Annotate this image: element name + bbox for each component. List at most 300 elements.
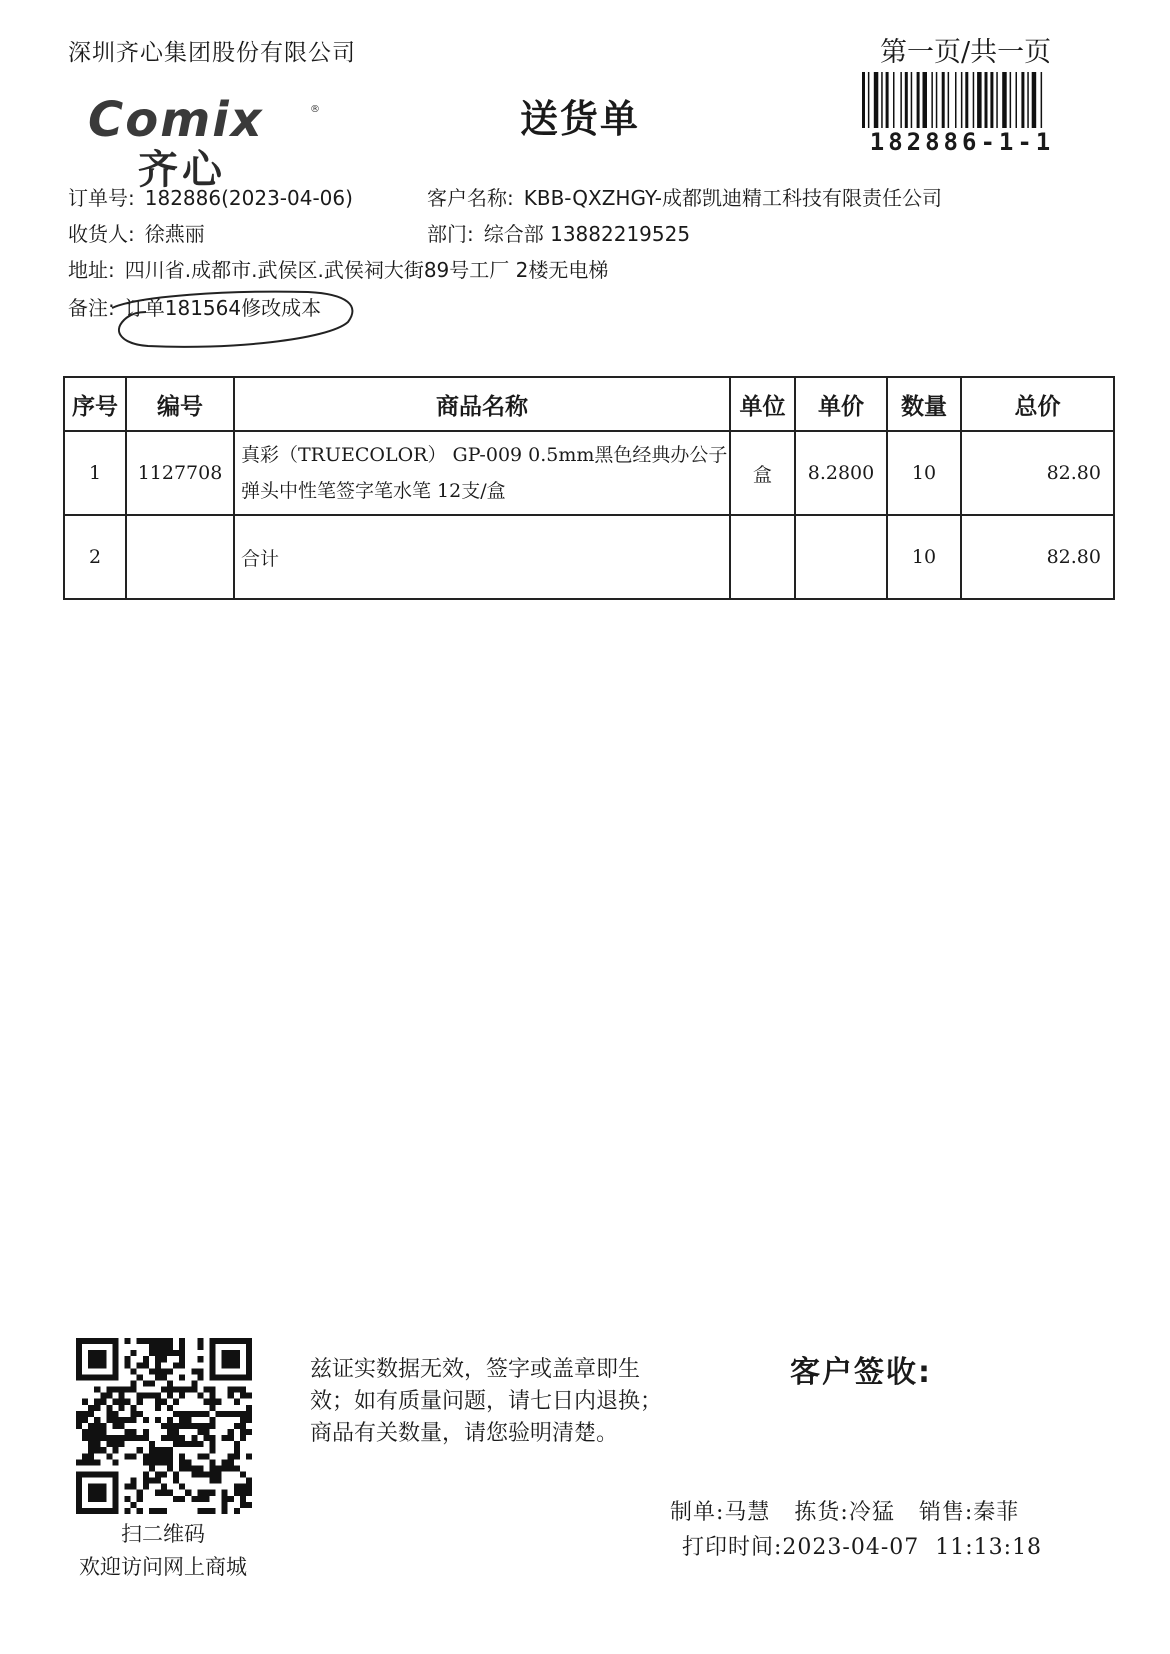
customer-value: KBB-QXZHGY-成都凯迪精工科技有限责任公司 (523, 186, 943, 210)
qr-module (246, 1338, 252, 1344)
qr-module (203, 1411, 209, 1417)
qr-module (179, 1362, 185, 1368)
qr-module (155, 1368, 161, 1374)
qr-module (112, 1387, 118, 1393)
qr-module (234, 1423, 240, 1429)
qr-module (173, 1411, 179, 1417)
qr-module (112, 1423, 118, 1429)
qr-module (131, 1502, 137, 1508)
barcode-bar (961, 72, 963, 128)
qr-module (167, 1435, 173, 1441)
qr-module (155, 1350, 161, 1356)
qr-module (246, 1502, 252, 1508)
qr-module (131, 1453, 137, 1459)
qr-module (82, 1459, 88, 1465)
qr-module (234, 1508, 240, 1514)
qr-module (125, 1496, 131, 1502)
qr-module (106, 1393, 112, 1399)
qr-module (179, 1393, 185, 1399)
qr-module (88, 1411, 94, 1417)
qr-module (210, 1417, 216, 1423)
qr-module (125, 1429, 131, 1435)
qr-module (118, 1399, 124, 1405)
qr-module (246, 1350, 252, 1356)
qr-module (161, 1508, 167, 1514)
barcode-bar (862, 72, 865, 128)
barcode-bar (977, 72, 982, 128)
qr-module (203, 1399, 209, 1405)
qr-module (149, 1508, 155, 1514)
qr-module (173, 1478, 179, 1484)
qr-module (155, 1405, 161, 1411)
barcode-bar (948, 72, 950, 128)
qr-module (143, 1380, 149, 1386)
qr-module (82, 1417, 88, 1423)
qr-module (210, 1447, 216, 1453)
qr-module (234, 1484, 240, 1490)
qr-module (246, 1411, 252, 1417)
qr-module (137, 1447, 143, 1453)
qr-module (106, 1441, 112, 1447)
sales-value: 秦菲 (973, 1500, 1020, 1525)
qr-module (82, 1338, 88, 1344)
barcode-bar (942, 72, 945, 128)
cell-quantity: 10 (887, 431, 961, 515)
qr-module (88, 1362, 94, 1368)
handwritten-circle-mark (108, 288, 358, 352)
qr-module (167, 1338, 173, 1344)
qr-module (210, 1387, 216, 1393)
barcode-bar (893, 72, 895, 128)
qr-module (149, 1368, 155, 1374)
address-row (68, 254, 608, 283)
qr-module (112, 1508, 118, 1514)
qr-module (240, 1387, 246, 1393)
qr-module (76, 1508, 82, 1514)
qr-module (100, 1484, 106, 1490)
qr-module (76, 1411, 82, 1417)
header-quantity: 数量 (887, 377, 961, 431)
qr-module (234, 1356, 240, 1362)
qr-module (210, 1441, 216, 1447)
qr-module (125, 1435, 131, 1441)
qr-module (88, 1447, 94, 1453)
remark-label: 备注: (68, 296, 115, 320)
receiver-label: 收货人: (68, 222, 135, 246)
qr-module (100, 1447, 106, 1453)
qr-module (143, 1453, 149, 1459)
qr-module (197, 1423, 203, 1429)
qr-module (137, 1490, 143, 1496)
qr-module (143, 1356, 149, 1362)
company-name: 深圳齐心集团股份有限公司 (68, 40, 356, 66)
qr-module (191, 1411, 197, 1417)
qr-module (155, 1490, 161, 1496)
qr-module (149, 1447, 155, 1453)
qr-module (106, 1417, 112, 1423)
qr-module (185, 1417, 191, 1423)
qr-module (88, 1496, 94, 1502)
qr-module (179, 1338, 185, 1344)
qr-module (125, 1338, 131, 1344)
qr-module (179, 1435, 185, 1441)
qr-module (167, 1350, 173, 1356)
qr-module (210, 1508, 216, 1514)
qr-module (203, 1453, 209, 1459)
qr-module (143, 1478, 149, 1484)
qr-module (155, 1393, 161, 1399)
qr-module (155, 1508, 161, 1514)
qr-module (106, 1405, 112, 1411)
qr-module (167, 1465, 173, 1471)
qr-module (161, 1374, 167, 1380)
order-number-row (68, 182, 353, 211)
sales-label: 销售: (918, 1500, 974, 1525)
qr-module (185, 1459, 191, 1465)
qr-module (131, 1350, 137, 1356)
receiver-row (68, 218, 205, 247)
qr-module (100, 1496, 106, 1502)
qr-module (82, 1472, 88, 1478)
order-number-value: 182886(2023-04-06) (144, 186, 353, 210)
qr-module (94, 1472, 100, 1478)
qr-module (131, 1484, 137, 1490)
maker-label: 制单: (670, 1500, 725, 1525)
qr-label-welcome: 欢迎访问网上商城 (79, 1555, 247, 1579)
qr-module (106, 1508, 112, 1514)
qr-module (118, 1435, 124, 1441)
qr-module (143, 1472, 149, 1478)
qr-module (106, 1374, 112, 1380)
qr-module (216, 1411, 222, 1417)
qr-module (234, 1453, 240, 1459)
qr-module (112, 1338, 118, 1344)
qr-module (106, 1453, 112, 1459)
qr-module (94, 1374, 100, 1380)
qr-module (210, 1472, 216, 1478)
qr-module (149, 1453, 155, 1459)
qr-module (234, 1441, 240, 1447)
qr-module (88, 1453, 94, 1459)
qr-module (76, 1417, 82, 1423)
qr-module (155, 1472, 161, 1478)
qr-module (173, 1496, 179, 1502)
barcode-bar (1002, 72, 1007, 128)
qr-module (149, 1478, 155, 1484)
qr-module (94, 1484, 100, 1490)
qr-module (240, 1435, 246, 1441)
qr-module (203, 1496, 209, 1502)
qr-module (246, 1478, 252, 1484)
qr-module (131, 1429, 137, 1435)
qr-module (234, 1411, 240, 1417)
qr-module (100, 1508, 106, 1514)
qr-module (240, 1338, 246, 1344)
qr-module (88, 1472, 94, 1478)
barcode-image (862, 72, 1062, 128)
qr-module (94, 1441, 100, 1447)
qr-module (191, 1368, 197, 1374)
qr-module (94, 1496, 100, 1502)
qr-module (191, 1380, 197, 1386)
qr-module (197, 1465, 203, 1471)
qr-module (125, 1387, 131, 1393)
barcode-bar (996, 72, 998, 128)
qr-module (197, 1344, 203, 1350)
qr-module (88, 1435, 94, 1441)
qr-module (185, 1423, 191, 1429)
qr-module (137, 1374, 143, 1380)
qr-module (112, 1478, 118, 1484)
department-row (427, 218, 690, 247)
qr-module (179, 1350, 185, 1356)
barcode-bar (900, 72, 902, 128)
qr-module (161, 1338, 167, 1344)
qr-module (112, 1411, 118, 1417)
qr-module (88, 1459, 94, 1465)
qr-module (240, 1393, 246, 1399)
logo-text-cn: 齐心 (138, 147, 226, 193)
qr-module (197, 1496, 203, 1502)
cell-code: 1127708 (126, 431, 234, 515)
qr-module (112, 1350, 118, 1356)
qr-module (228, 1393, 234, 1399)
qr-module (246, 1405, 252, 1411)
qr-module (143, 1429, 149, 1435)
qr-module (210, 1405, 216, 1411)
qr-module (167, 1380, 173, 1386)
qr-module (203, 1423, 209, 1429)
qr-module (100, 1362, 106, 1368)
qr-module (210, 1435, 216, 1441)
qr-module (155, 1478, 161, 1484)
qr-module (161, 1356, 167, 1362)
qr-module (179, 1441, 185, 1447)
qr-module (191, 1472, 197, 1478)
customer-row (427, 182, 942, 211)
qr-module (112, 1472, 118, 1478)
qr-module (216, 1338, 222, 1344)
qr-module (228, 1453, 234, 1459)
qr-module (76, 1472, 82, 1478)
qr-module (112, 1344, 118, 1350)
qr-module (143, 1435, 149, 1441)
qr-module (131, 1380, 137, 1386)
qr-module (222, 1350, 228, 1356)
qr-module (246, 1344, 252, 1350)
qr-module (161, 1368, 167, 1374)
barcode-bar (868, 72, 870, 128)
qr-module (234, 1338, 240, 1344)
qr-module (100, 1338, 106, 1344)
qr-module (149, 1350, 155, 1356)
qr-module (82, 1374, 88, 1380)
qr-module (210, 1338, 216, 1344)
qr-module (143, 1393, 149, 1399)
qr-module (82, 1435, 88, 1441)
barcode-number: 182886-1-1 (869, 128, 1055, 156)
qr-module (100, 1429, 106, 1435)
qr-module (167, 1368, 173, 1374)
qr-module (234, 1399, 240, 1405)
cell-unit: 盒 (730, 431, 795, 515)
qr-module (100, 1374, 106, 1380)
qr-module (216, 1399, 222, 1405)
barcode-bar (881, 72, 883, 128)
qr-module (161, 1490, 167, 1496)
qr-module (94, 1399, 100, 1405)
qr-module (143, 1362, 149, 1368)
department-label: 部门: (427, 222, 474, 246)
qr-module (210, 1344, 216, 1350)
qr-module (197, 1490, 203, 1496)
qr-module (76, 1502, 82, 1508)
qr-module (155, 1362, 161, 1368)
qr-module (137, 1508, 143, 1514)
qr-module (76, 1484, 82, 1490)
qr-module (100, 1350, 106, 1356)
qr-module (94, 1447, 100, 1453)
qr-module (88, 1423, 94, 1429)
qr-module (131, 1417, 137, 1423)
qr-module (125, 1417, 131, 1423)
qr-module (222, 1435, 228, 1441)
qr-module (210, 1362, 216, 1368)
qr-module (76, 1338, 82, 1344)
barcode-bar (874, 72, 879, 128)
qr-module (88, 1350, 94, 1356)
qr-module (76, 1362, 82, 1368)
qr-module (191, 1387, 197, 1393)
qr-module (118, 1423, 124, 1429)
qr-module (185, 1490, 191, 1496)
qr-module (106, 1338, 112, 1344)
qr-module (100, 1472, 106, 1478)
table-row (64, 431, 1114, 515)
cell-unit-price (795, 515, 887, 599)
qr-module (216, 1472, 222, 1478)
qr-module (191, 1423, 197, 1429)
qr-module (173, 1387, 179, 1393)
qr-module (246, 1417, 252, 1423)
cell-unit (730, 515, 795, 599)
qr-module (222, 1465, 228, 1471)
qr-module (94, 1435, 100, 1441)
qr-module (210, 1350, 216, 1356)
qr-module (137, 1411, 143, 1417)
qr-module (131, 1478, 137, 1484)
maker-value: 马慧 (724, 1500, 771, 1525)
qr-module (88, 1490, 94, 1496)
qr-module (137, 1362, 143, 1368)
qr-module (94, 1423, 100, 1429)
qr-module (125, 1362, 131, 1368)
cell-subtotal-label: 合计 (234, 515, 730, 599)
qr-module (234, 1465, 240, 1471)
qr-module (173, 1441, 179, 1447)
qr-module (131, 1387, 137, 1393)
qr-module (106, 1411, 112, 1417)
qr-module (161, 1399, 167, 1405)
barcode-bar (1041, 72, 1043, 128)
qr-module (197, 1356, 203, 1362)
qr-module (112, 1502, 118, 1508)
qr-module (125, 1399, 131, 1405)
picker-label: 拣货: (794, 1500, 849, 1525)
qr-module (228, 1435, 234, 1441)
qr-module (149, 1393, 155, 1399)
qr-module (210, 1490, 216, 1496)
qr-module (100, 1356, 106, 1362)
qr-module (179, 1344, 185, 1350)
header-unit: 单位 (730, 377, 795, 431)
qr-module (167, 1429, 173, 1435)
barcode-bar (1016, 72, 1018, 128)
qr-module (167, 1393, 173, 1399)
qr-module (167, 1405, 173, 1411)
qr-module (173, 1423, 179, 1429)
qr-module (88, 1338, 94, 1344)
qr-module (185, 1465, 191, 1471)
qr-module (179, 1453, 185, 1459)
qr-module (228, 1356, 234, 1362)
qr-module (179, 1484, 185, 1490)
qr-module (155, 1417, 161, 1423)
qr-module (161, 1472, 167, 1478)
qr-module (246, 1453, 252, 1459)
qr-module (161, 1344, 167, 1350)
qr-module (155, 1356, 161, 1362)
barcode-bar (973, 72, 975, 128)
qr-module (173, 1350, 179, 1356)
qr-module (173, 1362, 179, 1368)
qr-module (240, 1496, 246, 1502)
barcode-bar (923, 72, 928, 128)
qr-module (246, 1490, 252, 1496)
qr-module (203, 1472, 209, 1478)
qr-module (125, 1484, 131, 1490)
qr-module (228, 1411, 234, 1417)
qr-module (137, 1399, 143, 1405)
qr-module (76, 1478, 82, 1484)
qr-module (100, 1490, 106, 1496)
qr-module (161, 1350, 167, 1356)
qr-module (203, 1435, 209, 1441)
qr-module (228, 1338, 234, 1344)
qr-module (112, 1459, 118, 1465)
qr-module (234, 1350, 240, 1356)
qr-module (228, 1387, 234, 1393)
staff-line (670, 1495, 1019, 1526)
qr-module (112, 1368, 118, 1374)
qr-module (246, 1362, 252, 1368)
qr-module (203, 1508, 209, 1514)
qr-module (228, 1496, 234, 1502)
barcode-bar (931, 72, 933, 128)
qr-module (185, 1387, 191, 1393)
qr-module (94, 1338, 100, 1344)
barcode-bar (955, 72, 957, 128)
qr-module (76, 1356, 82, 1362)
barcode-bar (1032, 72, 1037, 128)
logo-text-en: Comix (88, 92, 264, 148)
qr-module (76, 1490, 82, 1496)
qr-module (203, 1429, 209, 1435)
registered-mark-icon: ® (310, 104, 320, 115)
qr-module (155, 1447, 161, 1453)
comix-logo (88, 92, 320, 193)
qr-module (131, 1405, 137, 1411)
